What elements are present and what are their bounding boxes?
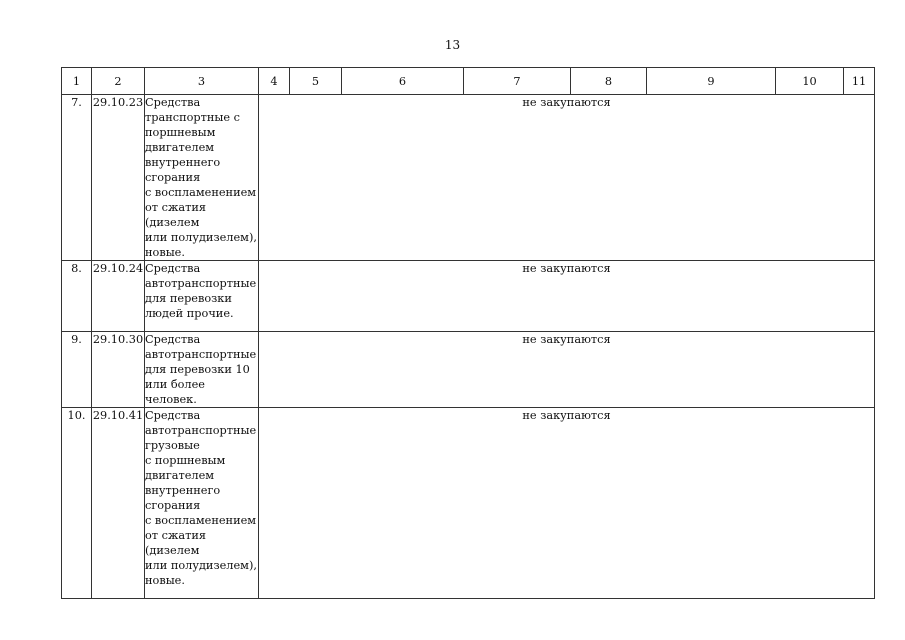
- procurement-table: [61, 67, 875, 599]
- row-number: 10.: [62, 408, 92, 599]
- table-row: [62, 332, 875, 408]
- col-header-3: 3: [145, 68, 259, 95]
- row-name: Средства транспортные с поршневым двигателем внутреннего сгорания с воспламенением от сжатия (дизелем или полудизелем), новые.: [145, 96, 257, 259]
- row-number: 9.: [62, 332, 92, 408]
- table-row: [62, 408, 875, 599]
- col-header-6: 6: [342, 68, 464, 95]
- row-number: 8.: [62, 261, 92, 332]
- header-row: [62, 68, 875, 95]
- row-note: не закупаются: [259, 95, 875, 261]
- col-header-11: 11: [844, 68, 875, 95]
- row-code: 29.10.24: [92, 261, 145, 332]
- row-number: 7.: [62, 95, 92, 261]
- row-name: Средства автотранспортные для перевозки людей прочие.: [145, 261, 259, 332]
- row-note: не закупаются: [259, 332, 875, 408]
- col-header-7: 7: [464, 68, 571, 95]
- row-note: не закупаются: [259, 261, 875, 332]
- row-note: не закупаются: [259, 408, 875, 599]
- col-header-4: 4: [259, 68, 290, 95]
- col-header-1: 1: [62, 68, 92, 95]
- row-name: Средства автотранспортные грузовые с поршневым двигателем внутреннего сгорания с воспламенением от сжатия (дизелем или полудизелем), новые.: [145, 408, 259, 599]
- page-number: 13: [444, 38, 461, 52]
- col-header-9: 9: [647, 68, 776, 95]
- table-row: [62, 261, 875, 332]
- col-header-5: 5: [290, 68, 342, 95]
- row-code: 29.10.23: [92, 95, 145, 261]
- row-code: 29.10.41: [92, 408, 145, 599]
- col-header-8: 8: [571, 68, 647, 95]
- col-header-10: 10: [776, 68, 844, 95]
- row-name: Средства автотранспортные для перевозки 10 или более человек.: [145, 332, 259, 408]
- row-code: 29.10.30: [92, 332, 145, 408]
- col-header-2: 2: [92, 68, 145, 95]
- table-row: [62, 95, 875, 261]
